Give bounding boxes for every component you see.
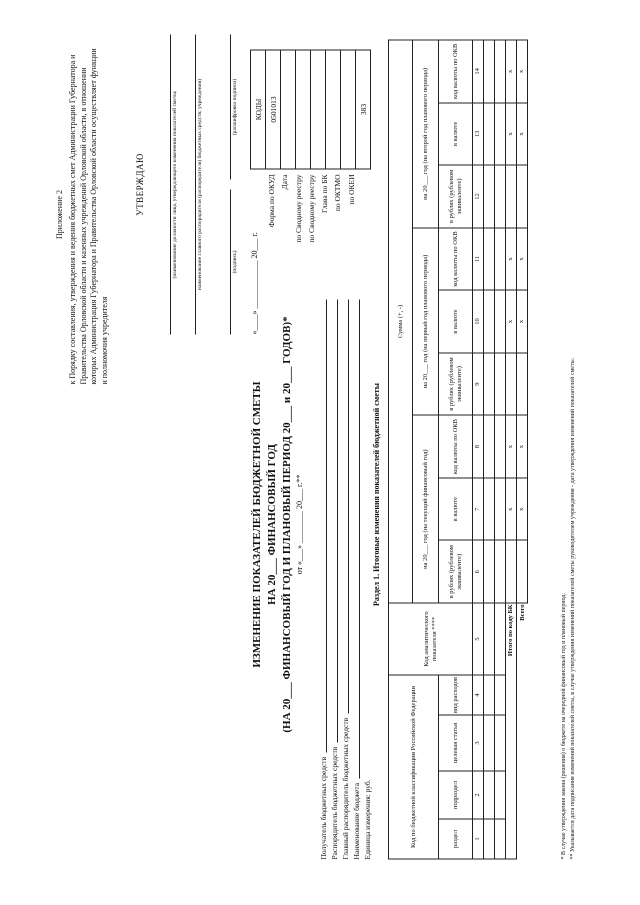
- code-value[interactable]: [311, 50, 326, 169]
- sub-header: в рублях (рублевом эквиваленте): [439, 540, 473, 603]
- footnotes: [560, 40, 578, 860]
- x-cell: x: [517, 415, 528, 478]
- x-cell: x: [517, 103, 528, 166]
- approver-org-line: [184, 35, 196, 335]
- codes-table: [250, 50, 371, 170]
- field-distributor: [329, 300, 340, 860]
- x-cell: x: [506, 415, 517, 478]
- x-cell: x: [517, 228, 528, 291]
- sub-header: в валюте: [439, 478, 473, 541]
- title-date: от «___» ________ 20___ г.**: [294, 474, 304, 575]
- appendix-text: к Порядку составления, утверждения и ведения бюджетных смет Администрации Губернатора и Правительства Орловской области и казенных учреждений Орловской области, в отношении которых Администрация Губернатора и Правительства Орловской области осуществляет функции и полномочия учредителя: [67, 48, 110, 385]
- kbk-col-header: подраздел: [439, 771, 473, 819]
- table-row[interactable]: [495, 40, 506, 859]
- appendix-header: [55, 45, 111, 385]
- sub-header: в рублях (рублевом эквиваленте): [439, 165, 473, 228]
- footnote: ** Указывается дата подписания изменений показателей сметы, в случае утверждения изменений показателей сметы руководителем учреждения - дата утверждения изменений показателей сметы.: [570, 357, 576, 860]
- x-cell: x: [506, 478, 517, 541]
- kbk-col-header: целевая статья: [439, 715, 473, 771]
- form-fields: [318, 300, 373, 860]
- x-cell: x: [506, 290, 517, 353]
- field-budget-name: [351, 300, 362, 860]
- signature-field: [219, 190, 238, 335]
- col-num: 1: [473, 819, 484, 859]
- x-cell: x: [506, 40, 517, 103]
- x-cell: x: [506, 228, 517, 291]
- approver-org-caption: наименование главного распорядителя (распорядителя) бюджетных средств; учреждения): [197, 78, 203, 291]
- sum-header: Сумма (+, -): [389, 40, 413, 603]
- subtotal-label: Итого по коду БК: [506, 603, 517, 859]
- changes-table-wrap: [388, 40, 528, 860]
- kbk-header: Код по бюджетной классификации Российской Федерации: [389, 675, 439, 859]
- subtotal-row: [506, 40, 517, 859]
- col-num: 11: [473, 228, 484, 291]
- codes-box: [250, 50, 371, 170]
- year-header: на 20___ год (на второй год планового периода): [413, 40, 439, 228]
- year-header: на 20___ год (на текущий финансовый год): [413, 415, 439, 603]
- col-num: 13: [473, 103, 484, 166]
- code-value[interactable]: [296, 50, 311, 169]
- sub-header: в валюте: [439, 103, 473, 166]
- code-value[interactable]: [281, 50, 296, 169]
- code-label: по Сводному реестру: [306, 174, 316, 243]
- column-numbers-row: [473, 40, 484, 859]
- col-num: 14: [473, 40, 484, 103]
- table-row[interactable]: [484, 40, 495, 859]
- col-num: 7: [473, 478, 484, 541]
- col-num: 6: [473, 540, 484, 603]
- kbk-col-header: раздел: [439, 819, 473, 859]
- sub-header: в валюте: [439, 290, 473, 353]
- code-label: по Сводному реестру: [293, 174, 303, 243]
- field-label: Единица измерения: руб.: [363, 779, 372, 860]
- x-cell: x: [517, 478, 528, 541]
- kbk-col-header: вид расходов: [439, 675, 473, 715]
- title-line-3: (НА 20___ ФИНАНСОВЫЙ ГОД И ПЛАНОВЫЙ ПЕРИОД 20___ и 20___ ГОДОВ)*: [280, 316, 293, 733]
- signature-caption: (подпись): [232, 250, 238, 274]
- code-label: Глава по БК: [320, 174, 330, 213]
- code-label: Дата: [280, 174, 290, 190]
- col-num: 9: [473, 353, 484, 416]
- field-recipient: [318, 300, 329, 860]
- field-input[interactable]: [340, 300, 349, 714]
- field-input[interactable]: [351, 300, 360, 779]
- approve-date: «____» ____________ 20___ г.: [250, 232, 259, 335]
- col-num: 8: [473, 415, 484, 478]
- field-label: Главный распорядитель бюджетных средств: [341, 717, 350, 860]
- sub-header: код валюты по ОКВ: [439, 228, 473, 291]
- field-label: Наименование бюджета: [352, 782, 361, 860]
- total-label: Всего: [517, 603, 528, 859]
- code-value[interactable]: 383: [356, 50, 371, 169]
- approve-title: УТВЕРЖДАЮ: [135, 153, 145, 216]
- code-label: Форма по ОКУД: [267, 174, 276, 228]
- title-line-2: НА 20___ ФИНАНСОВЫЙ ГОД: [265, 444, 278, 605]
- approver-position-line: [159, 35, 171, 335]
- code-value[interactable]: [341, 50, 356, 169]
- field-input[interactable]: [329, 300, 338, 743]
- total-row: [517, 40, 528, 859]
- changes-table: [388, 40, 528, 860]
- field-label: Получатель бюджетных средств: [319, 756, 328, 860]
- field-input[interactable]: [318, 300, 327, 753]
- code-labels: [265, 175, 358, 320]
- x-cell: x: [517, 290, 528, 353]
- col-num: 5: [473, 603, 484, 675]
- decode-line: [219, 35, 231, 180]
- code-label: по ОКЕИ: [346, 174, 356, 205]
- signature-row: [219, 35, 238, 335]
- code-value[interactable]: [326, 50, 341, 169]
- title-line-1: ИЗМЕНЕНИЕ ПОКАЗАТЕЛЕЙ БЮДЖЕТНОЙ СМЕТЫ: [251, 381, 263, 668]
- year-header: на 20___ год (на первый год планового периода): [413, 228, 439, 416]
- approval-block: [135, 35, 259, 335]
- col-num: 10: [473, 290, 484, 353]
- document-title: [250, 265, 305, 785]
- x-cell: x: [506, 103, 517, 166]
- sub-header: в рублях (рублевом эквиваленте): [439, 353, 473, 416]
- codes-header: КОДЫ: [251, 50, 266, 169]
- decode-field: [219, 35, 238, 180]
- approver-position-caption: (наименование должности лица, утверждающего изменения показателей сметы;: [172, 90, 178, 279]
- appendix-label: Приложение 2: [55, 190, 64, 239]
- analytic-header: Код аналитического показателя ****: [389, 603, 473, 675]
- col-num: 12: [473, 165, 484, 228]
- col-num: 3: [473, 715, 484, 771]
- col-num: 4: [473, 675, 484, 715]
- decode-caption: (расшифровка подписи): [232, 78, 238, 136]
- section-title: Раздел 1. Итоговые изменения показателей бюджетной сметы: [372, 383, 381, 606]
- field-label: Распорядитель бюджетных средств: [330, 746, 339, 860]
- signature-line: [219, 190, 231, 335]
- footnote: * В случае утверждения закона (решения) о бюджете на очередной финансовый год и плановый период.: [561, 593, 567, 860]
- code-value[interactable]: 0501013: [266, 50, 281, 169]
- col-num: 2: [473, 771, 484, 819]
- sub-header: код валюты по ОКВ: [439, 40, 473, 103]
- sub-header: код валюты по ОКВ: [439, 415, 473, 478]
- x-cell: x: [517, 40, 528, 103]
- field-main-distributor: [340, 300, 351, 860]
- code-label: по ОКТМО: [333, 174, 343, 212]
